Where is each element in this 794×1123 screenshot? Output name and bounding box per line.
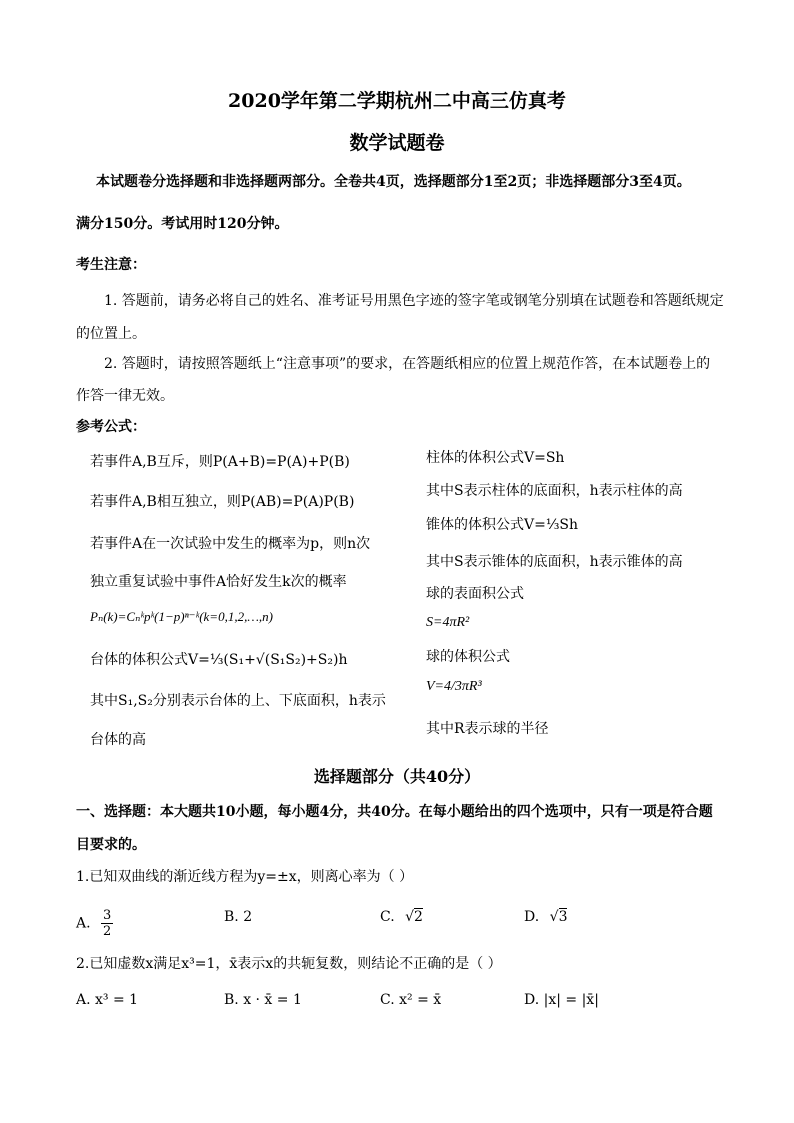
q2-option-a: A. x³ = 1 xyxy=(76,992,139,1008)
formula-right-9: 其中R表示球的半径 xyxy=(426,721,549,737)
q1-option-d-radicand: 3 xyxy=(558,909,568,925)
q1-option-d-sqrt-icon: √ xyxy=(549,909,559,925)
q2-option-b: B. x · x̄ = 1 xyxy=(224,992,302,1008)
formula-right-2: 其中S表示柱体的底面积，h表示柱体的高 xyxy=(426,483,683,499)
q1-option-a-denominator: 2 xyxy=(103,924,112,939)
formula-left-4: 独立重复试验中事件A恰好发生k次的概率 xyxy=(90,574,347,590)
q1-option-c xyxy=(380,909,423,925)
page-title: 2020学年第二学期杭州二中高三仿真考 xyxy=(228,90,566,112)
notice-item-1-line-1: 1. 答题前，请务必将自己的姓名、准考证号用黑色字迹的签字笔或钢笔分别填在试题卷和答题纸规定 xyxy=(104,293,724,309)
q2-option-d: D. |x| = |x̄| xyxy=(524,992,599,1008)
formula-left-2: 若事件A,B相互独立，则P(AB)=P(A)P(B) xyxy=(90,494,355,510)
formula-right-1: 柱体的体积公式V=Sh xyxy=(426,450,565,466)
formula-right-8: V=4/3πR³ xyxy=(426,679,482,694)
formula-left-5: Pₙ(k)=Cₙᵏpᵏ(1−p)ⁿ⁻ᵏ(k=0,1,2,…,n) xyxy=(90,609,273,624)
q1-option-c-radicand: 2 xyxy=(414,909,423,925)
question-1-stem: 1.已知双曲线的渐近线方程为y=±x，则离心率为（ ） xyxy=(76,869,414,885)
formula-right-7: 球的体积公式 xyxy=(426,649,510,665)
notice-heading: 考生注意： xyxy=(76,257,146,273)
formula-right-4: 其中S表示锥体的底面积，h表示锥体的高 xyxy=(426,554,683,570)
formulas-heading: 参考公式： xyxy=(76,419,146,435)
formula-left-7: 其中S₁,S₂分别表示台体的上、下底面积，h表示 xyxy=(90,693,386,709)
q1-option-a-fraction xyxy=(101,908,113,939)
formula-left-8: 台体的高 xyxy=(90,732,146,748)
q1-option-c-label: C. xyxy=(380,909,395,925)
q1-option-d-label: D. xyxy=(524,909,540,925)
question-2-stem: 2.已知虚数x满足x³=1，x̄表示x的共轭复数，则结论不正确的是（ ） xyxy=(76,956,502,972)
q1-option-c-sqrt-icon: √ xyxy=(405,909,415,925)
q1-option-d xyxy=(524,909,567,925)
notice-item-2-line-2: 作答一律无效。 xyxy=(76,388,174,404)
q1-option-a-numerator: 3 xyxy=(103,908,112,923)
formula-right-5: 球的表面积公式 xyxy=(426,586,524,602)
section-desc-line-1: 一、选择题：本大题共10小题，每小题4分，共40分。在每小题给出的四个选项中，只有一项是符合题 xyxy=(76,804,713,820)
formula-right-6: S=4πR² xyxy=(426,615,470,630)
formula-left-6: 台体的体积公式V=⅓(S₁+√(S₁S₂)+S₂)h xyxy=(90,652,348,668)
q2-option-c: C. x² = x̄ xyxy=(380,992,442,1008)
notice-item-2-line-1: 2. 答题时，请按照答题纸上“注意事项”的要求，在答题纸相应的位置上规范作答，在本试题卷上的 xyxy=(104,356,711,372)
section-title: 选择题部分（共40分） xyxy=(313,767,481,786)
intro-line-2: 满分150分。考试用时120分钟。 xyxy=(76,216,289,232)
formula-right-3: 锥体的体积公式V=⅓Sh xyxy=(426,517,579,533)
notice-item-1-line-2: 的位置上。 xyxy=(76,326,146,342)
q1-option-b: B. 2 xyxy=(224,909,253,925)
section-desc-line-2: 目要求的。 xyxy=(76,837,146,853)
formula-left-1: 若事件A,B互斥，则P(A+B)=P(A)+P(B) xyxy=(90,454,350,470)
page-subtitle: 数学试题卷 xyxy=(349,132,445,154)
q1-option-a-label: A. xyxy=(76,915,91,932)
intro-line-1: 本试题卷分选择题和非选择题两部分。全卷共4页，选择题部分1至2页；非选择题部分3至4页。 xyxy=(96,174,691,190)
q1-option-a xyxy=(76,908,113,939)
formula-left-3: 若事件A在一次试验中发生的概率为p，则n次 xyxy=(90,536,371,552)
